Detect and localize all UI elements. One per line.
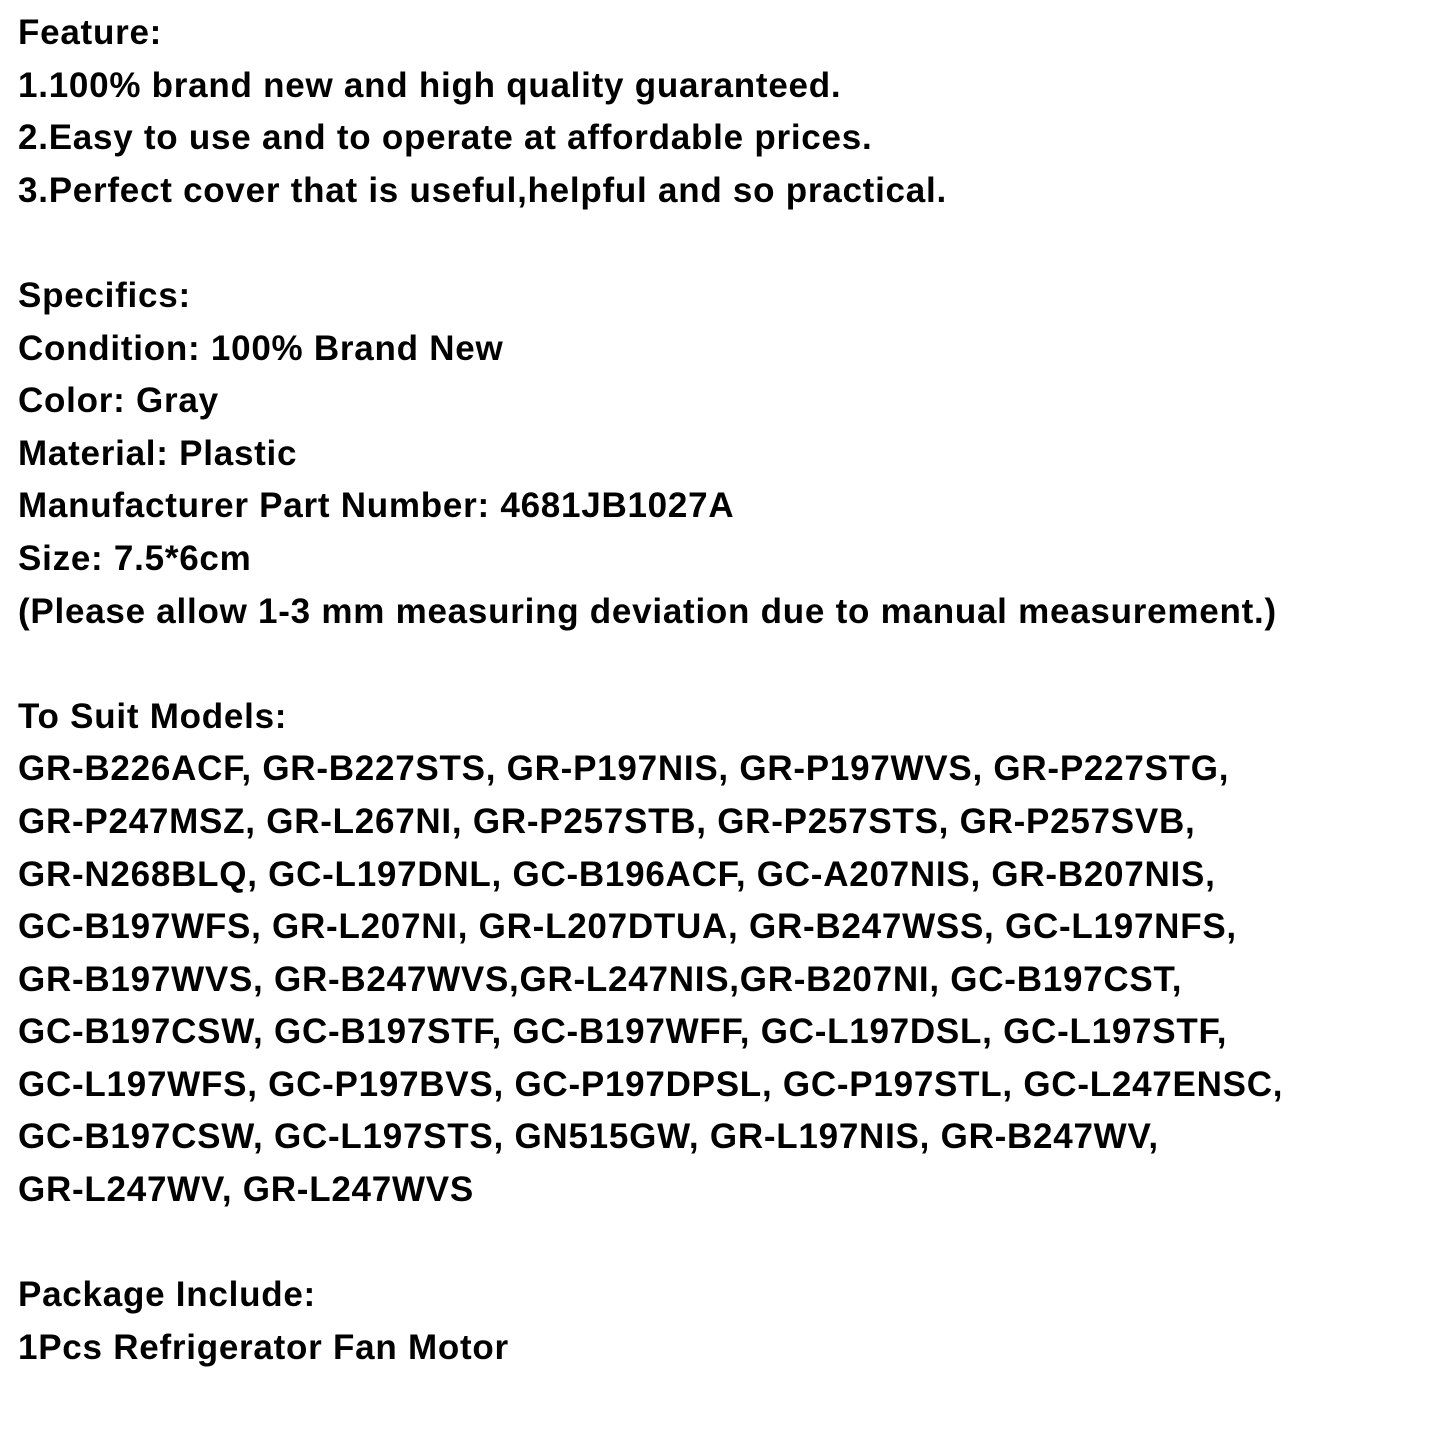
spec-material: Material: Plastic: [18, 433, 298, 473]
models-line: GC-L197WFS, GC-P197BVS, GC-P197DPSL, GC-P197STL, GC-L247ENSC,: [18, 1064, 1284, 1104]
models-line: GR-L247WV, GR-L247WVS: [18, 1170, 474, 1210]
models-line: GC-B197WFS, GR-L207NI, GR-L207DTUA, GR-B247WSS, GC-L197NFS,: [18, 907, 1237, 947]
specifics-section: [18, 270, 1435, 638]
package-section: [18, 1269, 1435, 1374]
models-line: GR-N268BLQ, GC-L197DNL, GC-B196ACF, GC-A207NIS, GR-B207NIS,: [18, 854, 1216, 894]
package-item: 1Pcs Refrigerator Fan Motor: [18, 1327, 509, 1367]
feature-item: 3.Perfect cover that is useful,helpful and so practical.: [18, 170, 947, 210]
models-line: GR-B197WVS, GR-B247WVS,GR-L247NIS,GR-B207NI, GC-B197CST,: [18, 959, 1183, 999]
models-line: GC-B197CSW, GC-L197STS, GN515GW, GR-L197NIS, GR-B247WV,: [18, 1117, 1159, 1157]
feature-section: [18, 7, 1435, 217]
models-line: GR-B226ACF, GR-B227STS, GR-P197NIS, GR-P197WVS, GR-P227STG,: [18, 749, 1230, 789]
section-spacer: [18, 638, 1435, 691]
spec-size: Size: 7.5*6cm: [18, 538, 252, 578]
section-spacer: [18, 217, 1435, 270]
product-description: [18, 7, 1435, 1374]
package-heading: Package Include:: [18, 1275, 316, 1315]
models-line: GC-B197CSW, GC-B197STF, GC-B197WFF, GC-L197DSL, GC-L197STF,: [18, 1012, 1228, 1052]
spec-condition: Condition: 100% Brand New: [18, 328, 504, 368]
spec-deviation-note: (Please allow 1-3 mm measuring deviation due to manual measurement.): [18, 591, 1277, 631]
models-line: GR-P247MSZ, GR-L267NI, GR-P257STB, GR-P257STS, GR-P257SVB,: [18, 801, 1196, 841]
feature-heading: Feature:: [18, 13, 163, 52]
spec-part-number: Manufacturer Part Number: 4681JB1027A: [18, 486, 735, 526]
models-section: [18, 691, 1435, 1217]
models-heading: To Suit Models:: [18, 696, 288, 736]
feature-item: 1.100% brand new and high quality guaranteed.: [18, 65, 842, 105]
specifics-heading: Specifics:: [18, 275, 191, 315]
section-spacer: [18, 1217, 1435, 1270]
spec-color: Color: Gray: [18, 381, 219, 421]
feature-item: 2.Easy to use and to operate at affordable prices.: [18, 118, 873, 158]
